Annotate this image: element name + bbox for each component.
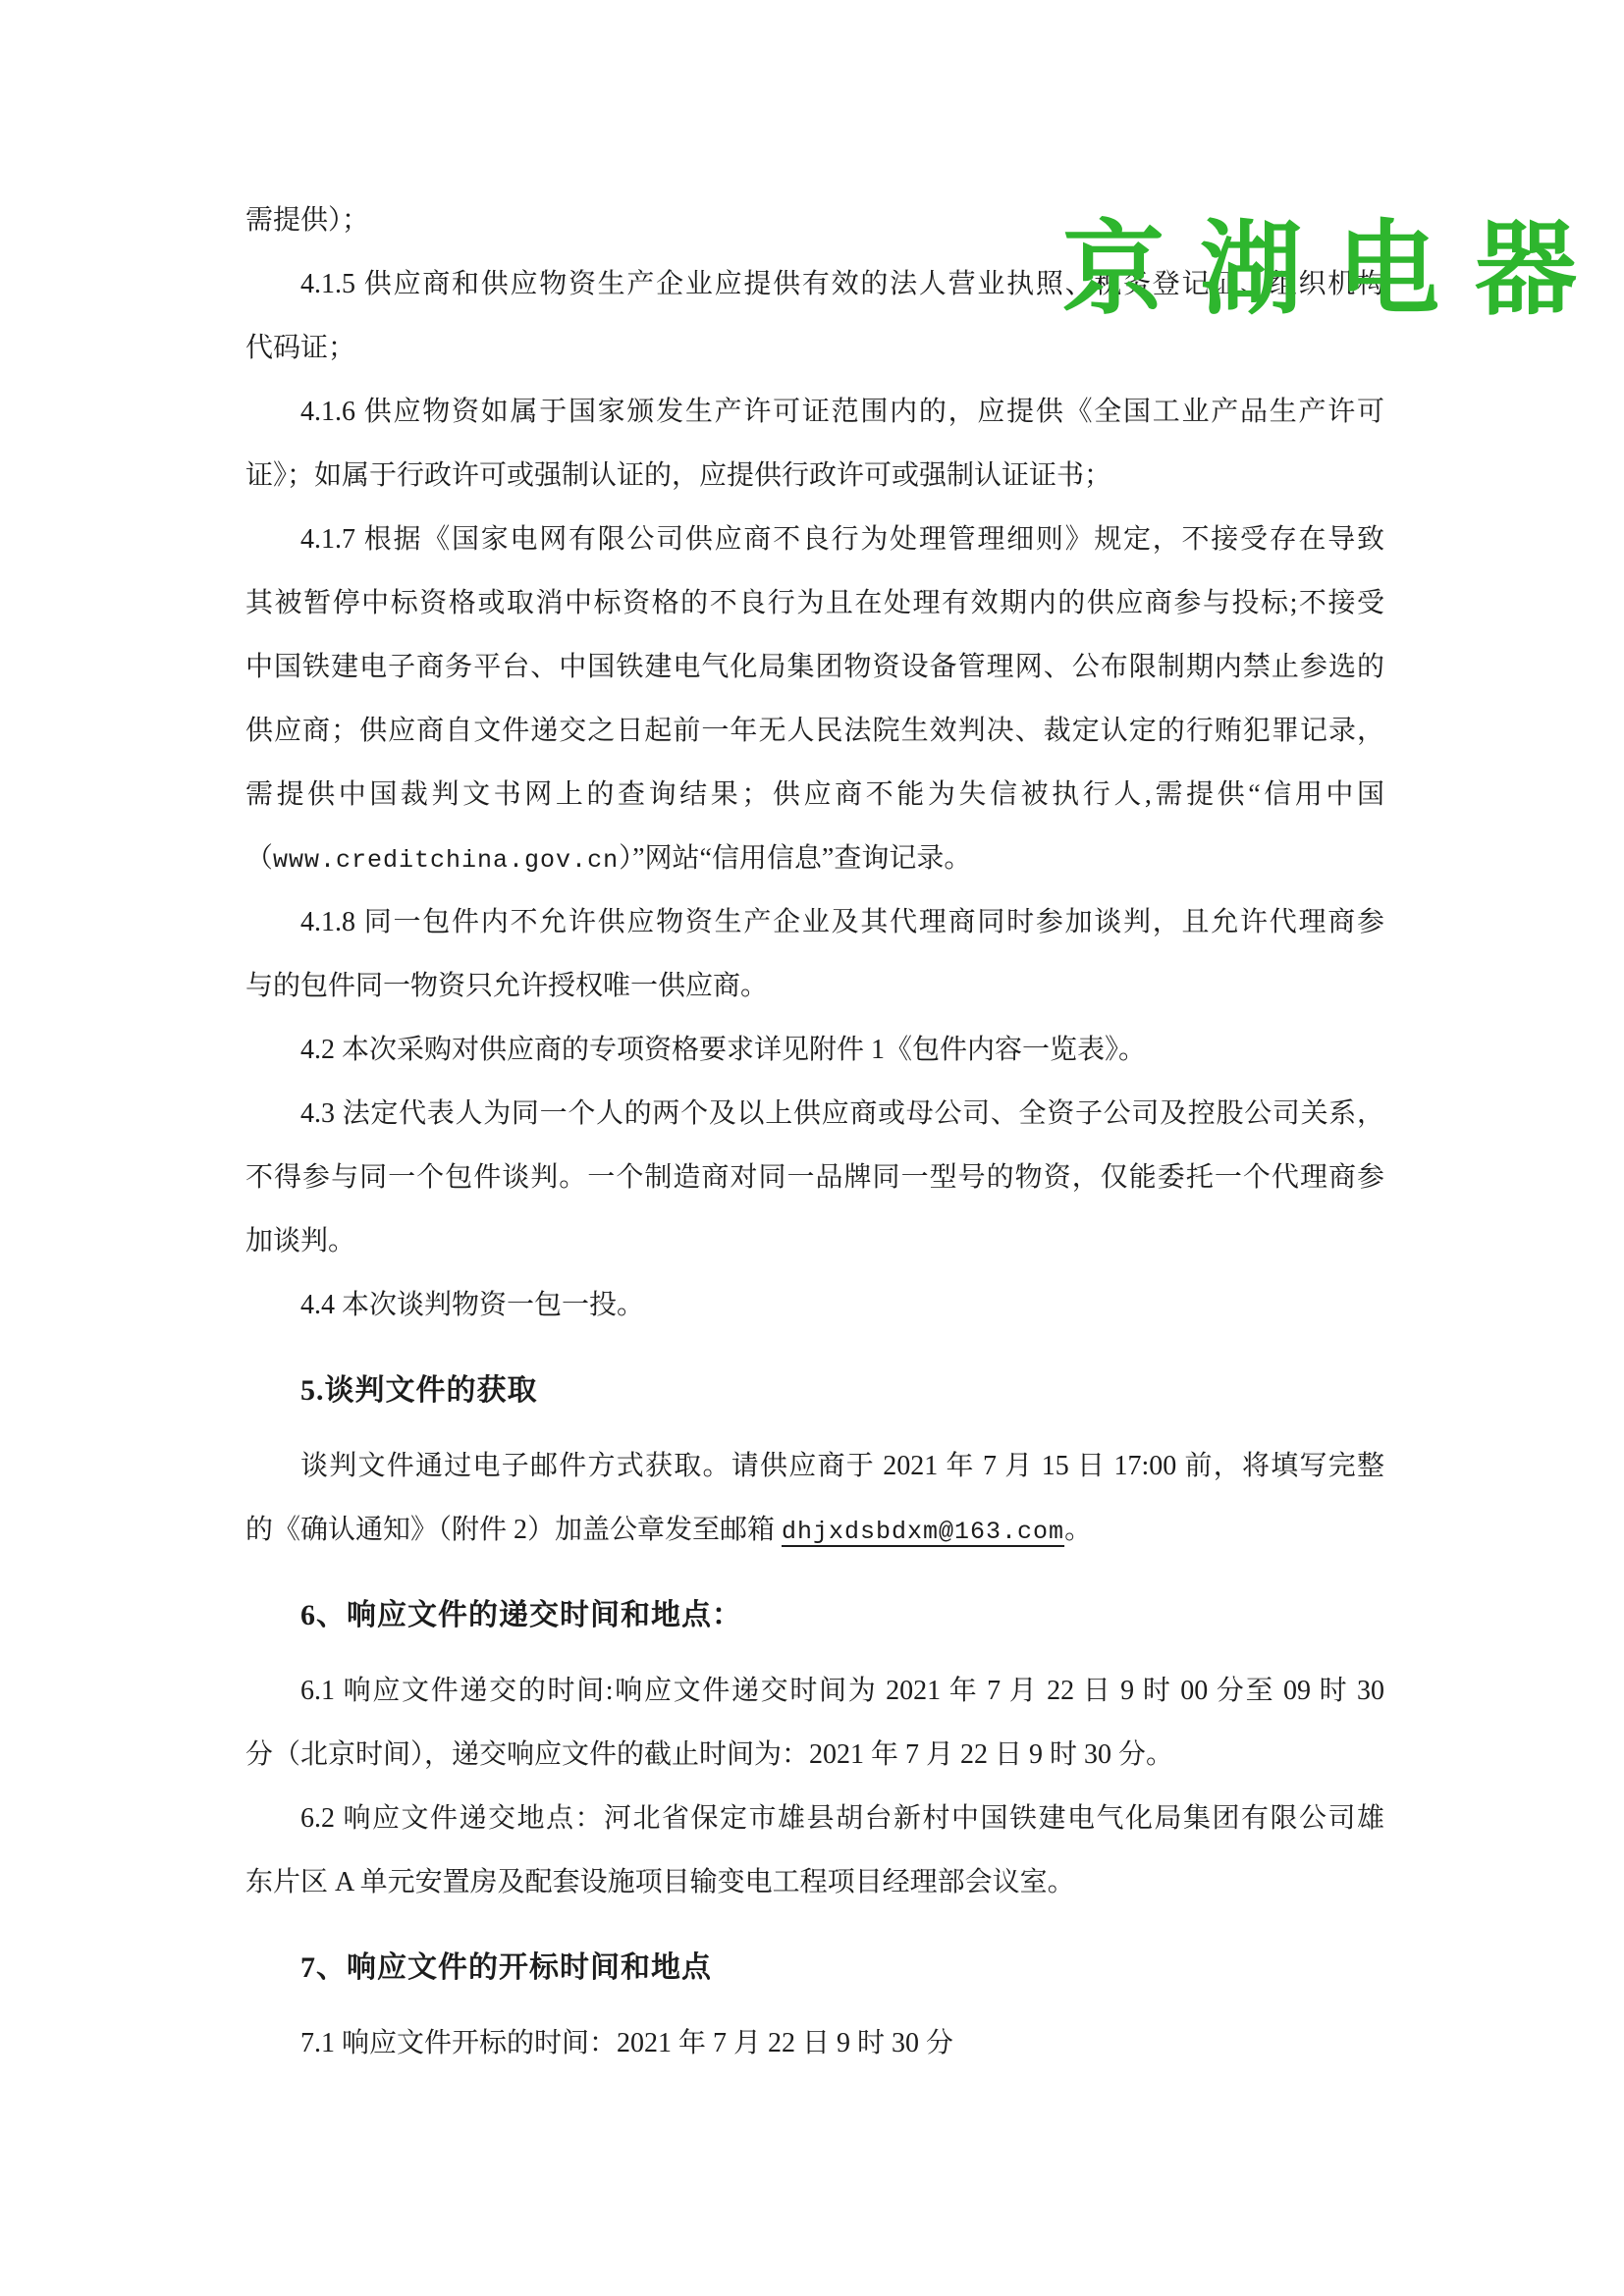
text-segment: 7.1 响应文件开标的时间：2021 年 7 月 22 日 9 时 30 分 [300,2028,954,2058]
watermark-text: 京湖电器 [1062,213,1613,327]
text-line [245,827,1384,890]
text-segment: 6.1 响应文件递交的时间:响应文件递交时间为 2021 年 7 月 22 日 9 时 00 分至 09 时 30 [300,1676,1384,1706]
text-line [245,763,1384,827]
text-line [245,1082,1384,1146]
text-line [245,1659,1384,1723]
text-segment: 加谈判。 [245,1226,356,1256]
text-segment: 4.2 本次采购对供应商的专项资格要求详见附件 1《包件内容一览表》。 [300,1035,1147,1065]
text-segment: 供应商；供应商自文件递交之日起前一年无人民法院生效判决、裁定认定的行贿犯罪记录， [245,716,1384,746]
text-segment: 。 [1064,1515,1093,1545]
text-line [245,954,1384,1018]
text-line [245,1209,1384,1273]
text-segment: 7、响应文件的开标时间和地点 [300,1951,712,1984]
text-segment: 6.2 响应文件递交地点：河北省保定市雄县胡台新村中国铁建电气化局集团有限公司雄 [300,1803,1384,1834]
text-segment: 代码证； [245,333,356,363]
url-text: www.creditchina.gov.cn [273,846,620,875]
text-segment: 6、响应文件的递交时间和地点： [300,1599,742,1631]
text-segment: （ [245,843,274,874]
text-line [245,699,1384,763]
text-segment: 中国铁建电子商务平台、中国铁建电气化局集团物资设备管理网、公布限制期内禁止参选的 [245,652,1384,682]
document-body [245,188,1384,2075]
text-segment: 分（北京时间），递交响应文件的截止时间为：2021 年 7 月 22 日 9 时 30 分。 [245,1739,1174,1770]
text-segment: 5.谈判文件的获取 [300,1374,538,1407]
text-segment: 不得参与同一个包件谈判。一个制造商对同一品牌同一型号的物资，仅能委托一个代理商参 [245,1162,1384,1193]
text-segment: 4.1.5 供应商和供应物资生产企业应提供有效的法人营业执照、税务登记证、组织机构 [300,269,1384,299]
text-line [245,444,1384,507]
text-line [245,1723,1384,1787]
text-line [245,890,1384,954]
section-heading [245,1359,1384,1422]
section-heading [245,1583,1384,1647]
text-line [245,1018,1384,1082]
text-line [245,1146,1384,1209]
text-segment: ）”网站“信用信息”查询记录。 [619,843,972,874]
text-segment: 证》；如属于行政许可或强制认证的，应提供行政许可或强制认证证书； [245,460,1112,491]
text-segment: 其被暂停中标资格或取消中标资格的不良行为且在处理有效期内的供应商参与投标;不接受 [245,588,1384,618]
text-segment: 4.1.6 供应物资如属于国家颁发生产许可证范围内的，应提供《全国工业产品生产许可 [300,397,1384,427]
text-line [245,1434,1384,1498]
text-segment: 的《确认通知》（附件 2）加盖公章发至邮箱 [245,1515,783,1545]
text-line [245,1787,1384,1850]
text-line [245,1850,1384,1914]
text-segment: 4.4 本次谈判物资一包一投。 [300,1290,645,1320]
text-line [245,380,1384,444]
text-line [245,2011,1384,2075]
text-segment: 与的包件同一物资只允许授权唯一供应商。 [245,971,769,1001]
text-line [245,1273,1384,1337]
text-segment: 需提供）； [245,205,370,236]
text-line [245,635,1384,699]
text-line [245,507,1384,571]
text-segment: 东片区 A 单元安置房及配套设施项目输变电工程项目经理部会议室。 [245,1867,1075,1897]
text-segment: 需提供中国裁判文书网上的查询结果；供应商不能为失信被执行人,需提供“信用中国 [245,779,1384,810]
text-line [245,571,1384,635]
email-link: dhjxdsbdxm@163.com [782,1518,1065,1546]
text-segment: 4.1.8 同一包件内不允许供应物资生产企业及其代理商同时参加谈判，且允许代理商参 [300,907,1384,937]
text-line [245,1498,1384,1562]
text-segment: 4.3 法定代表人为同一个人的两个及以上供应商或母公司、全资子公司及控股公司关系， [300,1098,1384,1129]
text-segment: 谈判文件通过电子邮件方式获取。请供应商于 2021 年 7 月 15 日 17:00 前，将填写完整 [300,1451,1384,1481]
text-segment: 4.1.7 根据《国家电网有限公司供应商不良行为处理管理细则》规定，不接受存在导致 [300,524,1384,555]
section-heading [245,1936,1384,2000]
